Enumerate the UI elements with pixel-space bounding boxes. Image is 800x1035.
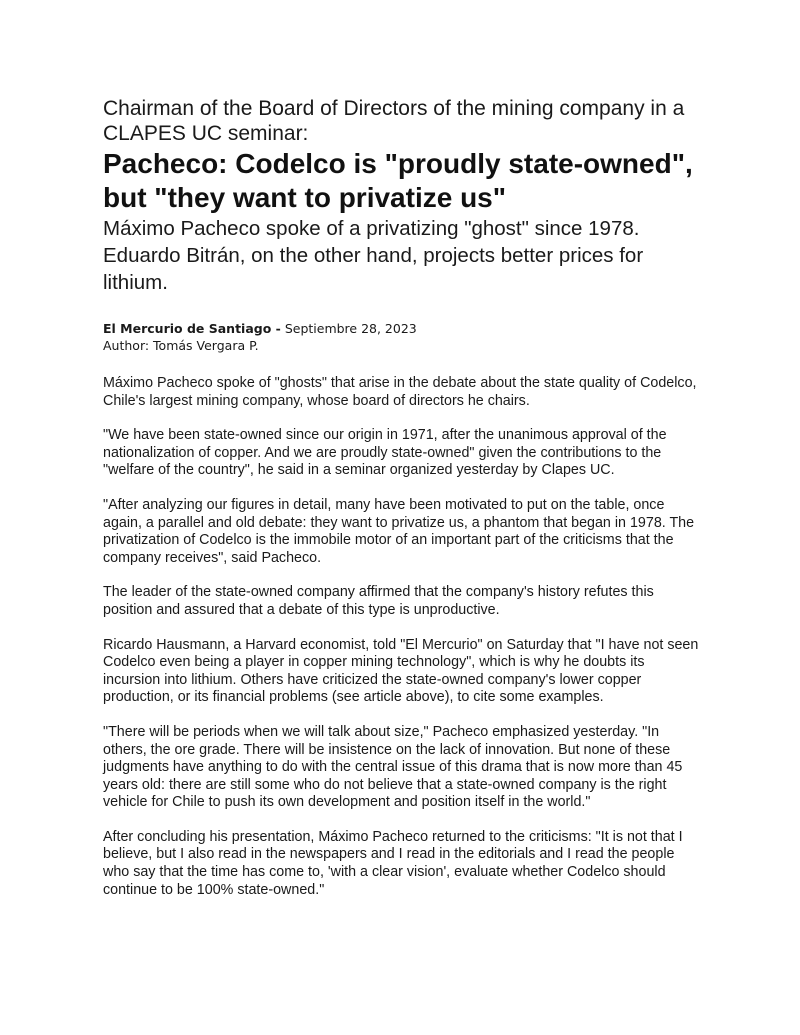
article [103,96,703,916]
body-paragraph: Ricardo Hausmann, a Harvard economist, told "El Mercurio" on Saturday that "I have not seen Codelco even being a player in copper mining technology", which is why he doubts its incursion into lithium. Others have criticized the state-owned company's lower copper production, or its financial problems (see article above), to cite some examples. [103,636,699,706]
byline [103,320,703,354]
body-paragraph: After concluding his presentation, Máximo Pacheco returned to the criticisms: "It is not that I believe, but I also read in the newspapers and I read in the editorials and I read the people who say that the time has come to, 'with a clear vision', evaluate whether Codelco should continue to be 100% state-owned." [103,828,683,898]
source-line [103,320,703,337]
article-kicker: Chairman of the Board of Directors of the mining company in a CLAPES UC seminar: [103,97,685,145]
author-line: Author: Tomás Vergara P. [103,338,259,353]
article-deck: Máximo Pacheco spoke of a privatizing "ghost" since 1978. Eduardo Bitrán, on the other hand, projects better prices for lithium. [103,217,644,294]
body-paragraph: "We have been state-owned since our origin in 1971, after the unanimous approval of the nationalization of copper. And we are proudly state-owned" given the contributions to the "welfare of the country", he said in a seminar organized yesterday by Clapes UC. [103,427,667,479]
body-paragraph: "There will be periods when we will talk about size," Pacheco emphasized yesterday. "In others, the ore grade. There will be insistence on the lack of innovation. But none of these judgments have anything to do with the central issue of this drama that is now more than 45 years old: there are still some who do not believe that a state-owned company is the right vehicle for Chile to push its own development and position itself in the world." [103,723,683,811]
body-paragraph: "After analyzing our figures in detail, many have been motivated to put on the table, once again, a parallel and old debate: they want to privatize us, a phantom that began in 1978. The privatization of Codelco is the immobile motor of an important part of the criticisms that the company receives", said Pacheco. [103,496,695,566]
body-paragraph: The leader of the state-owned company affirmed that the company's history refutes this position and assured that a debate of this type is unproductive. [103,584,654,618]
body-paragraph: Máximo Pacheco spoke of "ghosts" that arise in the debate about the state quality of Codelco, Chile's largest mining company, whose board of directors he chairs. [103,375,697,409]
article-body [103,375,703,899]
publication-name: El Mercurio de Santiago - [103,321,281,336]
publication-date: Septiembre 28, 2023 [280,321,417,336]
article-headline: Pacheco: Codelco is "proudly state-owned", but "they want to privatize us" [103,148,693,213]
